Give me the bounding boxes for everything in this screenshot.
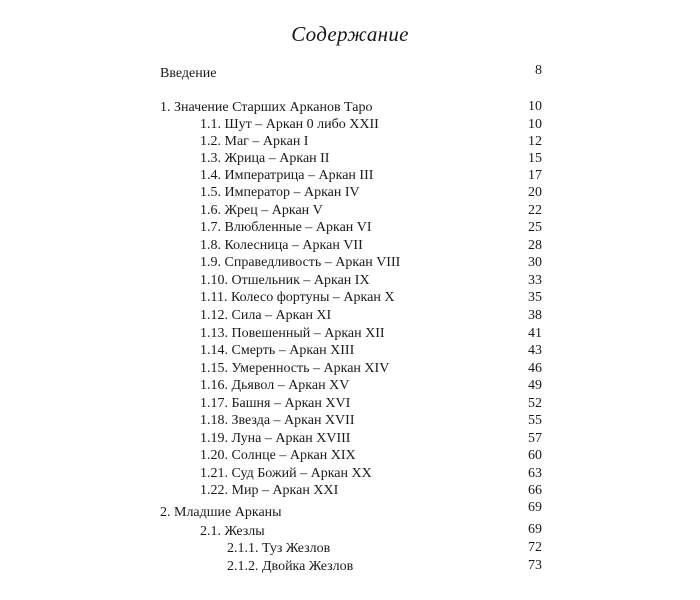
toc-entry-1-16: 1.16. Дьявол – Аркан XV — [200, 378, 350, 393]
toc-page-number: 41 — [528, 326, 542, 341]
toc-entry-1-17: 1.17. Башня – Аркан XVI — [200, 396, 351, 411]
toc-page-number: 10 — [528, 99, 542, 114]
toc-entry-1-8: 1.8. Колесница – Аркан VII — [200, 238, 363, 253]
toc-page-number: 66 — [528, 483, 542, 498]
toc-entry-1-13: 1.13. Повешенный – Аркан XII — [200, 326, 385, 341]
toc-page-number: 38 — [528, 308, 542, 323]
toc-page-number: 8 — [535, 63, 542, 78]
toc-entry-1-2: 1.2. Маг – Аркан I — [200, 134, 309, 149]
toc-entry-1-6: 1.6. Жрец – Аркан V — [200, 203, 323, 218]
toc-entry-introduction: Введение — [160, 66, 217, 81]
toc-entry-2-1-2: 2.1.2. Двойка Жезлов — [227, 559, 354, 574]
toc-page-number: 55 — [528, 413, 542, 428]
toc-entry-1-3: 1.3. Жрица – Аркан II — [200, 151, 330, 166]
toc-page-number: 63 — [528, 466, 542, 481]
toc-entry-1-12: 1.12. Сила – Аркан XI — [200, 308, 332, 323]
page-title: Содержание — [291, 22, 409, 46]
toc-page-number: 15 — [528, 151, 542, 166]
toc-entry-1-9: 1.9. Справедливость – Аркан VIII — [200, 255, 401, 270]
toc-entry-1-11: 1.11. Колесо фортуны – Аркан X — [200, 290, 395, 305]
toc-entry-1-22: 1.22. Мир – Аркан XXI — [200, 483, 339, 498]
toc-entry-1-1: 1.1. Шут – Аркан 0 либо XXII — [200, 117, 379, 132]
toc-page-number: 25 — [528, 220, 542, 235]
toc-page-number: 60 — [528, 448, 542, 463]
toc-page-number: 69 — [528, 500, 542, 515]
toc-entry-1-21: 1.21. Суд Божий – Аркан XX — [200, 466, 372, 481]
toc-page-number: 10 — [528, 117, 542, 132]
toc-page-number: 22 — [528, 203, 542, 218]
toc-page-number: 35 — [528, 290, 542, 305]
toc-page-number: 73 — [528, 558, 542, 573]
toc-entry-1-7: 1.7. Влюбленные – Аркан VI — [200, 220, 372, 235]
toc-entry-1-20: 1.20. Солнце – Аркан XIX — [200, 448, 356, 463]
toc-page-number: 33 — [528, 273, 542, 288]
toc-entry-2-1: 2.1. Жезлы — [200, 524, 265, 539]
toc-page-number: 72 — [528, 540, 542, 555]
toc-page-number: 20 — [528, 185, 542, 200]
toc-page-number: 12 — [528, 134, 542, 149]
toc-page-number: 43 — [528, 343, 542, 358]
toc-page-number: 30 — [528, 255, 542, 270]
toc-entry-1-5: 1.5. Император – Аркан IV — [200, 185, 360, 200]
toc-page-number: 17 — [528, 168, 542, 183]
toc-entry-1-19: 1.19. Луна – Аркан XVIII — [200, 431, 351, 446]
toc-entry-1-15: 1.15. Умеренность – Аркан XIV — [200, 361, 390, 376]
toc-entry-1-18: 1.18. Звезда – Аркан XVII — [200, 413, 355, 428]
toc-entry-section-1: 1. Значение Старших Арканов Таро — [160, 100, 373, 115]
toc-entry-1-4: 1.4. Императрица – Аркан III — [200, 168, 374, 183]
toc-entry-2-1-1: 2.1.1. Туз Жезлов — [227, 541, 331, 556]
toc-page-number: 52 — [528, 396, 542, 411]
toc-page-number: 28 — [528, 238, 542, 253]
toc-page-number: 57 — [528, 431, 542, 446]
toc-entry-1-14: 1.14. Смерть – Аркан XIII — [200, 343, 355, 358]
toc-page-number: 49 — [528, 378, 542, 393]
toc-page-number: 46 — [528, 361, 542, 376]
toc-entry-section-2: 2. Младшие Арканы — [160, 505, 282, 520]
toc-entry-1-10: 1.10. Отшельник – Аркан IX — [200, 273, 370, 288]
toc-page-number: 69 — [528, 522, 542, 537]
